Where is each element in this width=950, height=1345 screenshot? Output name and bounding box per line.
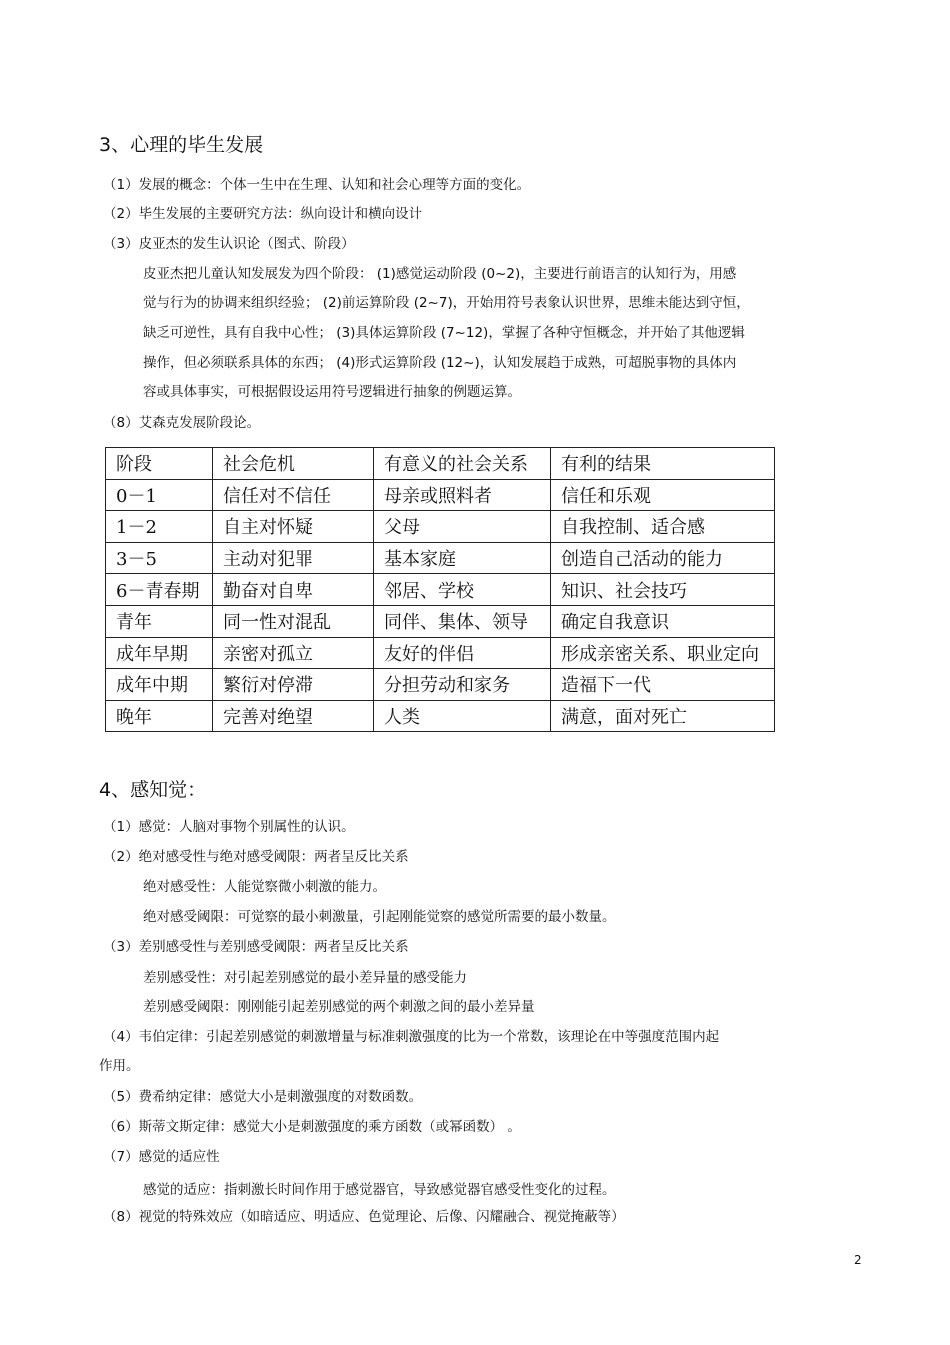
section-4-item-4-cont: 作用。 — [99, 1058, 140, 1074]
section-4-item-7a: 感觉的适应：指刺激长时间作用于感觉器官，导致感觉器官感受性变化的过程。 — [143, 1182, 616, 1198]
section-4-item-7: （7）感觉的适应性 — [103, 1149, 220, 1165]
section-4-item-3a: 差别感受性：对引起差别感觉的最小差异量的感受能力 — [143, 970, 467, 986]
erikson-stages-table — [105, 447, 775, 732]
table-row — [106, 700, 775, 732]
piaget-line-4: 操作，但必须联系具体的东西； (4)形式运算阶段 (12~)，认知发展趋于成熟，可超脱事物的具体内 — [143, 355, 737, 371]
section-3-title: 3、心理的毕生发展 — [99, 134, 264, 156]
table-cell: 友好的伴侣 — [374, 637, 551, 669]
table-cell: 自主对怀疑 — [213, 511, 374, 543]
table-cell: 满意，面对死亡 — [551, 700, 775, 732]
table-cell: 确定自我意识 — [551, 605, 775, 637]
table-cell: 晚年 — [106, 700, 213, 732]
table-cell: 勤奋对自卑 — [213, 574, 374, 606]
table-row — [106, 511, 775, 543]
table-row — [106, 574, 775, 606]
table-cell: 0－1 — [106, 479, 213, 511]
table-header-cell: 有意义的社会关系 — [374, 448, 551, 480]
section-4-item-2b: 绝对感受阈限：可觉察的最小刺激量，引起刚能觉察的感觉所需要的最小数量。 — [143, 909, 616, 925]
table-cell: 信任和乐观 — [551, 479, 775, 511]
table-row — [106, 542, 775, 574]
section-4-item-3b: 差别感受阈限：刚刚能引起差别感觉的两个刺激之间的最小差异量 — [143, 999, 535, 1015]
table-cell: 创造自己活动的能力 — [551, 542, 775, 574]
section-3-item-1: （1）发展的概念：个体一生中在生理、认知和社会心理等方面的变化。 — [103, 177, 531, 193]
table-cell: 父母 — [374, 511, 551, 543]
table-cell: 同伴、集体、领导 — [374, 605, 551, 637]
table-row — [106, 605, 775, 637]
table-row — [106, 669, 775, 701]
table-header-row — [106, 448, 775, 480]
table-row — [106, 479, 775, 511]
table-header-cell: 社会危机 — [213, 448, 374, 480]
table-cell: 基本家庭 — [374, 542, 551, 574]
table-header-cell: 阶段 — [106, 448, 213, 480]
table-cell: 完善对绝望 — [213, 700, 374, 732]
table-cell: 造福下一代 — [551, 669, 775, 701]
table-cell: 6－青春期 — [106, 574, 213, 606]
section-4-item-2: （2）绝对感受性与绝对感受阈限：两者呈反比关系 — [103, 849, 409, 865]
table-cell: 成年早期 — [106, 637, 213, 669]
table-cell: 邻居、学校 — [374, 574, 551, 606]
table-row — [106, 637, 775, 669]
page-number: 2 — [854, 1253, 862, 1267]
piaget-line-3: 缺乏可逆性，具有自我中心性； (3)具体运算阶段 (7~12)，掌握了各种守恒概念，并开始了其他逻辑 — [143, 325, 745, 341]
section-4-title: 4、感知觉： — [99, 779, 207, 801]
section-4-item-4: （4）韦伯定律：引起差别感觉的刺激增量与标准刺激强度的比为一个常数，该理论在中等强度范围内起 — [103, 1029, 720, 1045]
table-cell: 亲密对孤立 — [213, 637, 374, 669]
table-cell: 繁衍对停滞 — [213, 669, 374, 701]
table-cell: 知识、社会技巧 — [551, 574, 775, 606]
table-cell: 形成亲密关系、职业定向 — [551, 637, 775, 669]
piaget-line-5: 容或具体事实，可根据假设运用符号逻辑进行抽象的例题运算。 — [143, 384, 521, 400]
table-cell: 人类 — [374, 700, 551, 732]
table-cell: 分担劳动和家务 — [374, 669, 551, 701]
section-3-item-8: （8）艾森克发展阶段论。 — [103, 415, 261, 431]
section-4-item-1: （1）感觉：人脑对事物个别属性的认识。 — [103, 819, 355, 835]
section-3-item-3: （3）皮亚杰的发生认识论（图式、阶段） — [103, 236, 355, 252]
section-4-item-5: （5）费希纳定律：感觉大小是刺激强度的对数函数。 — [103, 1089, 423, 1105]
piaget-line-2: 觉与行为的协调来组织经验； (2)前运算阶段 (2~7)，开始用符号表象认识世界，思维未能达到守恒， — [143, 295, 750, 311]
table-cell: 1－2 — [106, 511, 213, 543]
table-cell: 信任对不信任 — [213, 479, 374, 511]
table-cell: 成年中期 — [106, 669, 213, 701]
table-cell: 自我控制、适合感 — [551, 511, 775, 543]
table-cell: 同一性对混乱 — [213, 605, 374, 637]
section-3-item-2: （2）毕生发展的主要研究方法：纵向设计和横向设计 — [103, 206, 423, 222]
table-cell: 3－5 — [106, 542, 213, 574]
table-cell: 主动对犯罪 — [213, 542, 374, 574]
section-4-item-3: （3）差别感受性与差别感受阈限：两者呈反比关系 — [103, 939, 409, 955]
table-cell: 母亲或照料者 — [374, 479, 551, 511]
table-header-cell: 有利的结果 — [551, 448, 775, 480]
table-cell: 青年 — [106, 605, 213, 637]
section-4-item-6: （6）斯蒂文斯定律：感觉大小是刺激强度的乘方函数（或幂函数） 。 — [103, 1119, 521, 1135]
piaget-line-1: 皮亚杰把儿童认知发展发为四个阶段： (1)感觉运动阶段 (0~2)，主要进行前语言的认知行为，用感 — [143, 266, 737, 282]
section-4-item-2a: 绝对感受性：人能觉察微小刺激的能力。 — [143, 879, 386, 895]
section-4-item-8: （8）视觉的特殊效应（如暗适应、明适应、色觉理论、后像、闪耀融合、视觉掩蔽等） — [103, 1209, 625, 1225]
